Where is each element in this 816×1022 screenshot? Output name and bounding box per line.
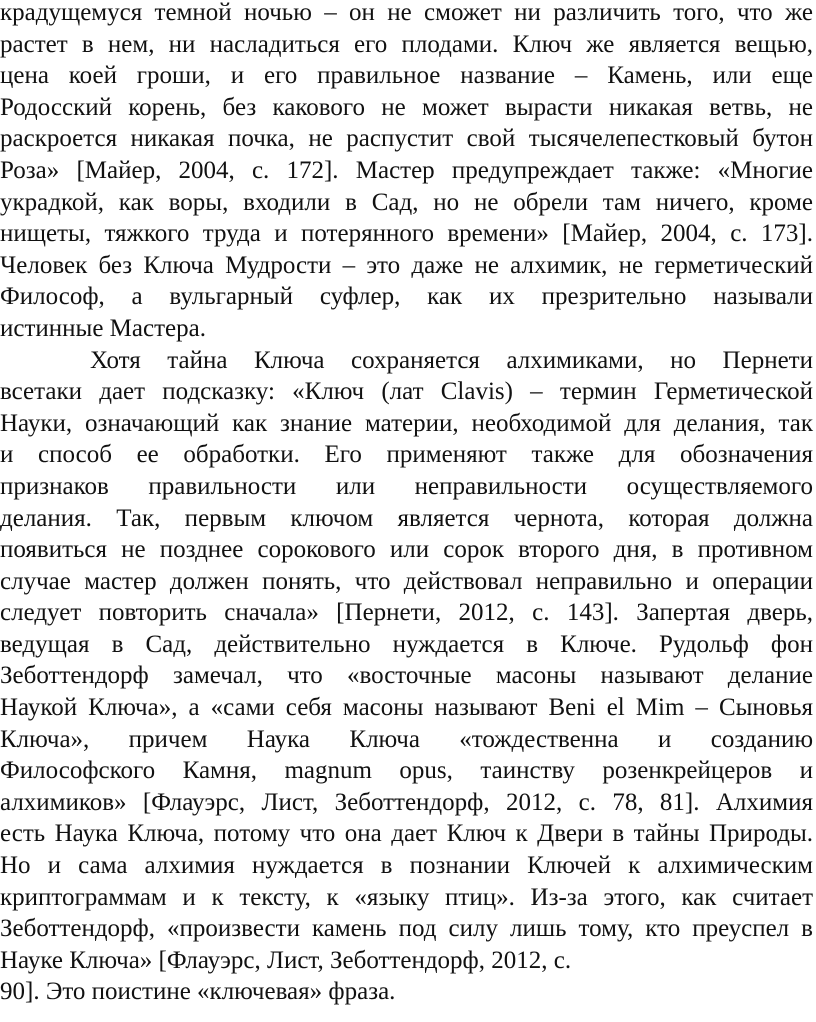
text-line: Наукой Ключа», а «сами себя масоны называют Beni el Mim – Сыновья [0,694,813,722]
text-line: следует повторить сначала» [Пернети, 2012, с. 143]. Запертая дверь, [0,599,813,627]
text-line: Роза» [Майер, 2004, с. 172]. Мастер предупреждает также: «Многие [0,156,813,184]
text-line: и способ ее обработки. Его применяют также для обозначения [0,441,813,469]
text-line: Родосский корень, без какового не может вырасти никакая ветвь, не [0,93,813,121]
text-line: Зеботтендорф замечал, что «восточные масоны называют делание [0,662,813,690]
text-line: алхимиков» [Флауэрс, Лист, Зеботтендорф, 2012, с. 78, 81]. Алхимия [0,788,813,816]
text-line: нищеты, тяжкого труда и потерянного времени» [Майер, 2004, с. 173]. [0,220,813,248]
text-line: Зеботтендорф, «произвести камень под силу лишь тому, кто преуспел в [0,915,813,943]
text-line: ведущая в Сад, действительно нуждается в Ключе. Рудольф фон [0,630,813,658]
text-line: Науке Ключа» [Флауэрс, Лист, Зеботтендорф, 2012, с. [0,946,572,974]
text-line: Философского Камня, magnum opus, таинству розенкрейцеров и [0,757,813,785]
text-line: Философ, а вульгарный суфлер, как их презрительно называли [0,283,813,311]
paragraph-2 [0,345,813,1008]
text-line: криптограммам и к тексту, к «языку птиц». Из-за этого, как считает [0,883,813,911]
text-line: признаков правильности или неправильности осуществляемого [0,472,813,500]
text-line: Человек без Ключа Мудрости – это даже не алхимик, не герметический [0,251,813,279]
paragraph-1 [0,0,813,345]
text-line: раскроется никакая почка, не распустит свой тысячелепестковый бутон [0,125,813,153]
text-line: всетаки дает подсказку: «Ключ (лат Clavis) – термин Герметической [0,378,813,406]
text-line: появиться не позднее сорокового или сорок второго дня, в противном [0,536,813,564]
text-line-indented: Хотя тайна Ключа сохраняется алхимиками, но Пернети [90,346,813,374]
text-line: Науки, означающий как знание материи, необходимой для делания, так [0,409,813,437]
text-line: цена коей гроши, и его правильное название – Камень, или еще [0,62,813,90]
text-line: растет в нем, ни насладиться его плодами. Ключ же является вещью, [0,30,813,58]
text-line: 90]. Это поистине «ключевая» фраза. [0,978,396,1006]
text-line: украдкой, как воры, входили в Сад, но не обрели там ничего, кроме [0,188,813,216]
text-line: случае мастер должен понять, что действовал неправильно и операции [0,567,813,595]
text-line: Но и сама алхимия нуждается в познании Ключей к алхимическим [0,852,813,880]
text-line: крадущемуся темной ночью – он не сможет ни различить того, что же [0,0,813,26]
text-line: истинные Мастера. [0,314,206,342]
text-line: есть Наука Ключа, потому что она дает Ключ к Двери в тайны Природы. [0,820,813,848]
text-line: Ключа», причем Наука Ключа «тождественна и созданию [0,725,813,753]
text-line: делания. Так, первым ключом является чернота, которая должна [0,504,813,532]
